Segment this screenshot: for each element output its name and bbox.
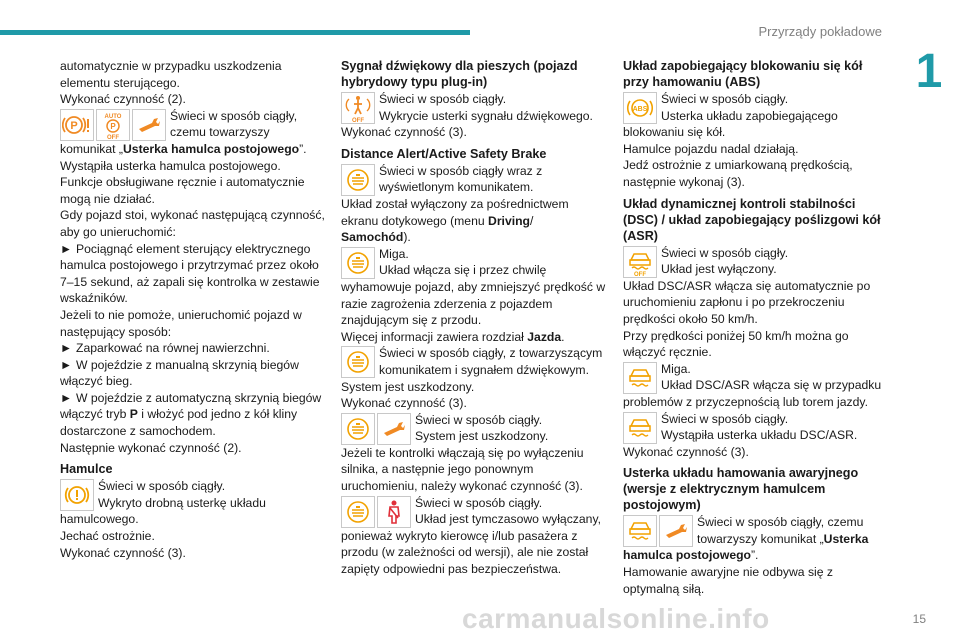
distance-alert-icon — [341, 413, 375, 445]
text-line: mogą nie działać. — [60, 191, 155, 206]
dsc-off-icon — [623, 246, 657, 278]
column-1 — [60, 58, 326, 561]
icon-group — [341, 346, 375, 378]
distance-alert-icon — [341, 247, 375, 279]
icon-group — [341, 247, 375, 279]
wrench-icon — [377, 413, 411, 445]
bullet-item: ► Zaparkować na równej nawierzchni. — [60, 341, 270, 356]
text-line: Jechać ostrożnie. — [60, 529, 155, 544]
ebs-row — [623, 514, 891, 547]
icon-description — [379, 345, 606, 378]
text-line: Więcej informacji zawiera rozdział Jazda. — [341, 329, 565, 344]
text-line: Wystąpiła usterka hamulca postojowego. — [60, 158, 281, 173]
watermark: carmanualsonline.info — [462, 603, 770, 634]
parking-brake-warning-icon — [60, 109, 94, 141]
intro-line: automatycznie w przypadku uszkodzenia — [60, 59, 282, 73]
dsc-icon — [623, 515, 657, 547]
text-line: Hamulce pojazdu nadal działają. — [623, 141, 799, 156]
dsc-row-fault — [623, 411, 891, 444]
section-heading: Usterka układu hamowania awaryjnego (wersje z elektrycznym hamulcem postojowym) — [623, 466, 859, 513]
brake-row — [60, 478, 326, 511]
text-line: komunikatem i sygnałem dźwiękowym. — [379, 362, 589, 377]
text-line: wyświetlonym komunikatem. — [379, 180, 534, 195]
text-line: towarzyszy komunikat „Usterka — [697, 531, 869, 546]
section-heading: Distance Alert/Active Safety Brake — [341, 146, 547, 161]
distance-row-5 — [341, 495, 606, 528]
bullet-arrow-icon: ► — [60, 357, 73, 372]
text-line: Wykryto drobną usterkę układu — [98, 495, 266, 510]
column-3 — [623, 58, 891, 597]
abs-icon — [623, 92, 657, 124]
text-line: Świeci w sposób ciągły, z towarzyszącym — [379, 346, 603, 361]
svg-text:P: P — [110, 121, 116, 131]
bullet-arrow-icon: ► — [60, 241, 73, 256]
text-line: Wykrycie usterki sygnału dźwiękowego. — [379, 108, 593, 123]
icon-group — [60, 109, 166, 141]
icon-group — [341, 92, 375, 124]
text-line: Świeci w sposób ciągły wraz z — [379, 163, 543, 178]
text-line: Świeci w sposób ciągły. — [661, 411, 789, 426]
distance-alert-icon — [341, 164, 375, 196]
icon-description — [98, 478, 326, 511]
abs-row — [623, 91, 891, 124]
text-line: Układ jest tymczasowo wyłączany, — [415, 512, 602, 527]
text-line: Wykonać czynność (3). — [60, 545, 186, 560]
icon-description — [697, 514, 891, 547]
auto-off-icon — [96, 109, 130, 141]
text-line: Funkcje obsługiwane ręcznie i automatycznie — [60, 175, 305, 190]
text-line: Wystąpiła usterka układu DSC/ASR. — [661, 428, 858, 443]
icon-description — [661, 91, 891, 124]
dsc-icon — [623, 412, 657, 444]
distance-row-2 — [341, 246, 606, 279]
icon-description — [661, 245, 891, 278]
wrench-icon — [132, 109, 166, 141]
icon-group — [341, 413, 411, 445]
text-line: Wykonać czynność (3). — [623, 444, 749, 459]
text-line: Układ jest wyłączony. — [661, 262, 777, 277]
text-line: Jedź ostrożnie z umiarkowaną prędkością, — [623, 158, 853, 173]
text-line: Świeci w sposób ciągły. — [415, 412, 543, 427]
text-line: Układ DSC/ASR włącza się w przypadku — [661, 378, 882, 393]
text-line: problemów z przyczepnością lub torem jazdy. — [623, 394, 868, 409]
page-number: 15 — [912, 612, 926, 626]
text-line: następnie wykonaj (3). — [623, 174, 745, 189]
text-line: Jeżeli te kontrolki włączają się po wyłączeniu silnika, a następnie jego ponownym uruchomieniu, należy wykonać czynność (3). — [341, 445, 584, 494]
parking-message: komunikat „Usterka hamulca postojowego”. — [60, 141, 307, 156]
section-heading: Układ zapobiegający blokowaniu się kół przy hamowaniu (ABS) — [623, 59, 863, 89]
text-line: Przy prędkości poniżej 50 km/h można go włączyć ręcznie. — [623, 328, 849, 360]
icon-description — [661, 361, 891, 394]
section-title: Przyrządy pokładowe — [758, 24, 882, 39]
svg-text:ABS: ABS — [632, 106, 648, 113]
text-line: blokowaniu się kół. — [623, 125, 726, 140]
section-heading: Hamulce — [60, 462, 113, 477]
text-line: ponieważ wykryto kierowcę i/lub pasażera z przodu (w zależności od wersji), ale nie został zapięty odpowiedni pas bezpieczeństwa. — [341, 528, 589, 577]
text-line: Jeżeli to nie pomoże, unieruchomić pojazd w następujący sposób: — [60, 307, 302, 339]
text-line: Miga. — [661, 361, 691, 376]
bullet-arrow-icon: ► — [60, 341, 73, 356]
text-line: Układ DSC/ASR włącza się automatycznie po uruchomieniu zapłonu i po przekroczeniu prędkości około 50 km/h. — [623, 278, 871, 326]
distance-row-4 — [341, 412, 606, 445]
text-line: czemu towarzyszy — [170, 125, 270, 140]
text-line: Wykonać czynność (3). — [341, 125, 467, 140]
text-line: Układ został wyłączony za pośrednictwem ekranu dotykowego (menu Driving/ Samochód). — [341, 196, 569, 245]
text-line: Świeci w sposób ciągły. — [661, 92, 789, 106]
text-line: Świeci w sposób ciągły. — [415, 495, 543, 510]
text-line: System jest uszkodzony. — [415, 429, 549, 444]
text-line: Następnie wykonać czynność (2). — [60, 440, 242, 455]
seatbelt-icon — [377, 496, 411, 528]
icon-group — [623, 246, 657, 278]
dsc-off-row — [623, 245, 891, 278]
icon-description — [379, 163, 606, 196]
icon-description — [170, 108, 326, 141]
text-line: Świeci w sposób ciągły. — [98, 479, 226, 494]
brake-warning-icon — [60, 479, 94, 511]
text-line: aby go unieruchomić: — [60, 224, 176, 239]
icon-group — [341, 496, 411, 528]
dsc-icon — [623, 362, 657, 394]
icon-description — [415, 495, 606, 528]
svg-text:P: P — [70, 119, 78, 132]
icon-group — [60, 479, 94, 511]
text-line: Hamowanie awaryjne nie odbywa się z optymalną siłą. — [623, 565, 834, 596]
pedestrian-row — [341, 91, 606, 124]
bullet-item: ► Pociągnąć element sterujący elektrycznego hamulca postojowego i przytrzymać przez około 7–15 sekund, aż zapali się kontrolka w zestawie wskaźników. — [60, 241, 320, 306]
wrench-icon — [659, 515, 693, 547]
dsc-row-blink — [623, 361, 891, 394]
header-accent-bar — [0, 30, 470, 35]
section-heading: Sygnał dźwiękowy dla pieszych (pojazd hybrydowy typu plug-in) — [341, 59, 578, 89]
text-line: Miga. — [379, 246, 409, 261]
icon-description — [379, 246, 606, 279]
text-line: Wykonać czynność (3). — [341, 396, 467, 411]
parking-brake-row — [60, 108, 326, 141]
bullet-arrow-icon: ► — [60, 390, 73, 405]
text-line: Gdy pojazd stoi, wykonać następującą czynność, — [60, 208, 325, 223]
bullet-item: ► W pojeździe z automatyczną skrzynią biegów włączyć tryb P i włożyć pod jedno z kół kliny dostarczone z samochodem. — [60, 390, 322, 439]
chapter-number: 1 — [898, 42, 960, 102]
svg-text:OFF: OFF — [634, 271, 646, 277]
icon-group — [623, 92, 657, 124]
icon-group — [341, 164, 375, 196]
icon-description — [379, 91, 606, 124]
text-line: Układ włącza się i przez chwilę — [379, 263, 547, 278]
distance-alert-icon — [341, 496, 375, 528]
icon-group — [623, 412, 657, 444]
text-line: Świeci w sposób ciągły. — [661, 245, 789, 260]
text-line: Usterka układu zapobiegającego — [661, 108, 838, 123]
text-line: hamulca postojowego”. — [623, 548, 759, 563]
section-heading: Układ dynamicznej kontroli stabilności (DSC) / układ zapobiegający poślizgowi kół (ASR) — [623, 196, 881, 243]
text-line: Świeci w sposób ciągły, czemu — [697, 515, 864, 530]
distance-row-1 — [341, 163, 606, 196]
bullet-item: ► W pojeździe z manualną skrzynią biegów włączyć bieg. — [60, 357, 299, 389]
icon-group — [623, 515, 693, 547]
text-line: Świeci w sposób ciągły, — [170, 108, 298, 123]
svg-text:OFF: OFF — [107, 134, 119, 140]
intro-line: elementu sterującego. — [60, 75, 180, 90]
text-line: wyhamowuje pojazd, aby zmniejszyć prędkość w razie zagrożenia zderzenia z pojazdem znajdującym się z przodu. — [341, 279, 606, 328]
distance-alert-icon — [341, 346, 375, 378]
text-line: Świeci w sposób ciągły. — [379, 92, 507, 106]
column-2 — [341, 58, 606, 578]
text-line: hamulcowego. — [60, 512, 139, 527]
svg-text:OFF: OFF — [352, 118, 364, 123]
distance-row-3 — [341, 345, 606, 378]
icon-group — [623, 362, 657, 394]
icon-description — [415, 412, 606, 445]
icon-description — [661, 411, 891, 444]
pedestrian-sound-off-icon — [341, 92, 375, 124]
intro-line: Wykonać czynność (2). — [60, 92, 186, 107]
svg-text:AUTO: AUTO — [104, 113, 122, 120]
text-line: System jest uszkodzony. — [341, 379, 475, 394]
